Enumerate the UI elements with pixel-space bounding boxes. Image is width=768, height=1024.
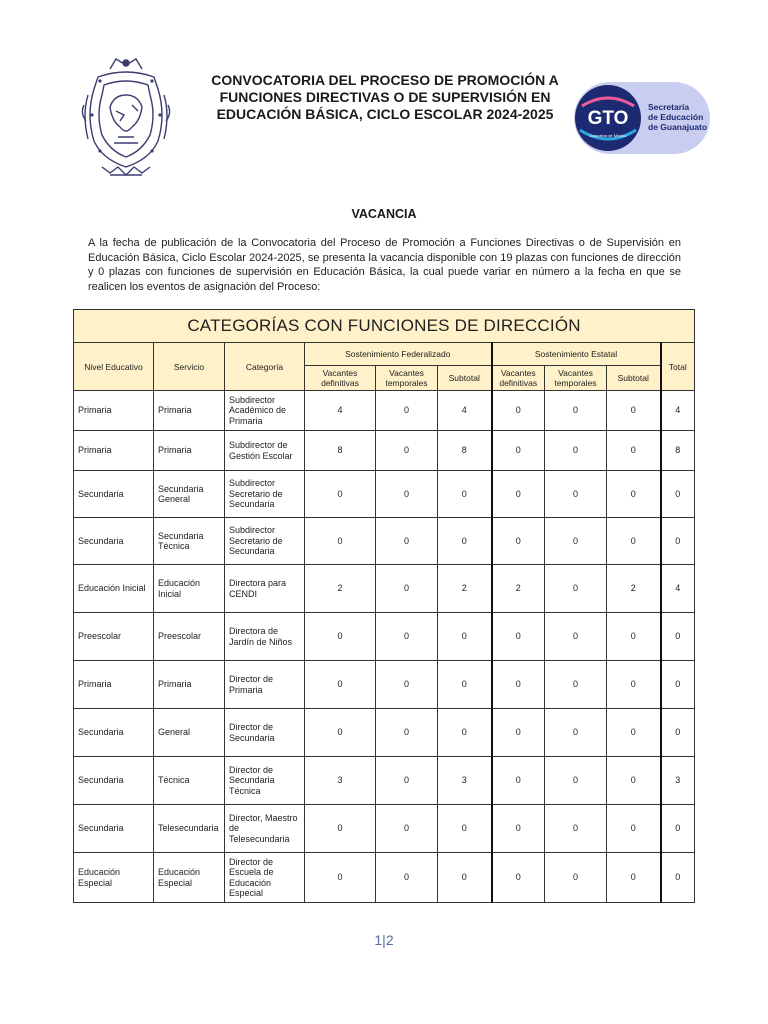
header-est-temporales: Vacantes temporales [545, 366, 607, 391]
cell-fed-subtotal: 3 [438, 757, 492, 805]
table-row [74, 661, 695, 709]
cell-fed-definitivas: 3 [305, 757, 376, 805]
cell-total: 4 [661, 391, 695, 431]
cell-servicio: Secundaria Técnica [154, 518, 225, 565]
cell-fed-definitivas: 0 [305, 709, 376, 757]
cell-fed-definitivas: 4 [305, 391, 376, 431]
cell-fed-temporales: 0 [376, 805, 438, 853]
cell-est-definitivas: 0 [492, 518, 545, 565]
cell-est-temporales: 0 [545, 471, 607, 518]
cell-nivel: Primaria [74, 661, 154, 709]
cell-categoria: Subdirector Académico de Primaria [225, 391, 305, 431]
cell-total: 0 [661, 661, 695, 709]
cell-fed-temporales: 0 [376, 757, 438, 805]
cell-est-definitivas: 2 [492, 565, 545, 613]
cell-est-subtotal: 0 [607, 853, 661, 903]
table-row [74, 709, 695, 757]
cell-fed-subtotal: 0 [438, 661, 492, 709]
cell-total: 4 [661, 565, 695, 613]
cell-est-temporales: 0 [545, 613, 607, 661]
cell-est-temporales: 0 [545, 853, 607, 903]
logo-gto-text: GTO [587, 108, 629, 129]
cell-fed-subtotal: 0 [438, 518, 492, 565]
cell-fed-subtotal: 8 [438, 431, 492, 471]
cell-fed-subtotal: 0 [438, 805, 492, 853]
logo-secretaria-line1: Secretaría [648, 102, 690, 112]
table-row [74, 757, 695, 805]
cell-est-temporales: 0 [545, 391, 607, 431]
cell-total: 0 [661, 518, 695, 565]
cell-total: 0 [661, 805, 695, 853]
cell-fed-subtotal: 4 [438, 391, 492, 431]
cell-est-temporales: 0 [545, 565, 607, 613]
cell-nivel: Secundaria [74, 709, 154, 757]
cell-nivel: Primaria [74, 391, 154, 431]
cell-fed-definitivas: 0 [305, 805, 376, 853]
cell-est-definitivas: 0 [492, 613, 545, 661]
cell-nivel: Primaria [74, 431, 154, 471]
cell-est-definitivas: 0 [492, 391, 545, 431]
cell-servicio: Secundaria General [154, 471, 225, 518]
cell-categoria: Directora de Jardín de Niños [225, 613, 305, 661]
header-federal: Sostenimiento Federalizado [305, 343, 492, 366]
cell-nivel: Secundaria [74, 471, 154, 518]
cell-servicio: General [154, 709, 225, 757]
cell-nivel: Secundaria [74, 805, 154, 853]
header-est-definitivas: Vacantes definitivas [492, 366, 545, 391]
table-title: CATEGORÍAS CON FUNCIONES DE DIRECCIÓN [74, 310, 695, 343]
cell-fed-definitivas: 0 [305, 471, 376, 518]
cell-total: 3 [661, 757, 695, 805]
gto-secretaria-logo [574, 82, 710, 154]
table-row [74, 431, 695, 471]
cell-categoria: Directora para CENDI [225, 565, 305, 613]
table-title-row [74, 310, 695, 343]
cell-est-subtotal: 2 [607, 565, 661, 613]
coat-of-arms-icon [80, 55, 172, 180]
table-row [74, 565, 695, 613]
cell-est-temporales: 0 [545, 805, 607, 853]
page-number: 1|2 [374, 932, 394, 948]
cell-est-temporales: 0 [545, 757, 607, 805]
cell-fed-temporales: 0 [376, 613, 438, 661]
cell-est-definitivas: 0 [492, 805, 545, 853]
cell-nivel: Educación Especial [74, 853, 154, 903]
cell-fed-definitivas: 0 [305, 613, 376, 661]
cell-fed-temporales: 0 [376, 391, 438, 431]
cell-total: 8 [661, 431, 695, 471]
cell-nivel: Secundaria [74, 757, 154, 805]
cell-categoria: Subdirector de Gestión Escolar [225, 431, 305, 471]
cell-est-temporales: 0 [545, 661, 607, 709]
table-row [74, 391, 695, 431]
cell-servicio: Primaria [154, 391, 225, 431]
cell-nivel: Educación Inicial [74, 565, 154, 613]
cell-fed-temporales: 0 [376, 565, 438, 613]
cell-total: 0 [661, 709, 695, 757]
cell-est-definitivas: 0 [492, 853, 545, 903]
intro-paragraph: A la fecha de publicación de la Convocatoria del Proceso de Promoción a Funciones Directivas o de Supervisión en Educación Básica, Ciclo Escolar 2024-2025, se presenta la vacancia disponible con 19 plazas con funciones de dirección y 0 plazas con funciones de supervisión en Educación Básica, la cual puede variar en número a la fecha en que se realicen los eventos de asignación del Proceso: [88, 237, 681, 293]
header-fed-definitivas: Vacantes definitivas [305, 366, 376, 391]
logo-secretaria-line2: de Educación [648, 112, 704, 122]
section-title: VACANCIA [351, 207, 417, 221]
cell-est-subtotal: 0 [607, 471, 661, 518]
cell-est-temporales: 0 [545, 431, 607, 471]
cell-est-definitivas: 0 [492, 709, 545, 757]
cell-categoria: Director de Escuela de Educación Especial [225, 853, 305, 903]
cell-servicio: Técnica [154, 757, 225, 805]
cell-est-subtotal: 0 [607, 757, 661, 805]
header-total: Total [661, 343, 695, 391]
cell-est-subtotal: 0 [607, 391, 661, 431]
header-fed-subtotal: Subtotal [438, 366, 492, 391]
cell-servicio: Educación Inicial [154, 565, 225, 613]
document-title: CONVOCATORIA DEL PROCESO DE PROMOCIÓN A FUNCIONES DIRECTIVAS O DE SUPERVISIÓN EN EDUCACIÓN BÁSICA, CICLO ESCOLAR 2024-2025 [211, 72, 559, 122]
cell-fed-definitivas: 0 [305, 518, 376, 565]
header-fed-temporales: Vacantes temporales [376, 366, 438, 391]
header-nivel: Nivel Educativo [74, 343, 154, 391]
cell-est-temporales: 0 [545, 518, 607, 565]
cell-est-definitivas: 0 [492, 661, 545, 709]
cell-total: 0 [661, 471, 695, 518]
cell-est-definitivas: 0 [492, 757, 545, 805]
cell-est-subtotal: 0 [607, 613, 661, 661]
cell-servicio: Primaria [154, 431, 225, 471]
cell-servicio: Primaria [154, 661, 225, 709]
cell-categoria: Director de Primaria [225, 661, 305, 709]
cell-categoria: Director de Secundaria Técnica [225, 757, 305, 805]
header-categoria: Categoría [225, 343, 305, 391]
table-row [74, 471, 695, 518]
cell-fed-temporales: 0 [376, 853, 438, 903]
header-servicio: Servicio [154, 343, 225, 391]
table-row [74, 613, 695, 661]
cell-total: 0 [661, 613, 695, 661]
table-row [74, 853, 695, 903]
cell-est-definitivas: 0 [492, 471, 545, 518]
cell-est-subtotal: 0 [607, 431, 661, 471]
table-header-row [74, 343, 695, 366]
header-est-subtotal: Subtotal [607, 366, 661, 391]
cell-total: 0 [661, 853, 695, 903]
header-estatal: Sostenimiento Estatal [492, 343, 661, 366]
cell-categoria: Director de Secundaria [225, 709, 305, 757]
cell-servicio: Telesecundaria [154, 805, 225, 853]
table-row [74, 518, 695, 565]
logo-gto-subtext: Grandeza de México [589, 133, 627, 138]
cell-fed-subtotal: 0 [438, 853, 492, 903]
cell-est-subtotal: 0 [607, 805, 661, 853]
cell-categoria: Subdirector Secretario de Secundaria [225, 471, 305, 518]
cell-fed-temporales: 0 [376, 709, 438, 757]
table-row [74, 805, 695, 853]
cell-fed-definitivas: 0 [305, 661, 376, 709]
cell-fed-temporales: 0 [376, 431, 438, 471]
cell-categoria: Director, Maestro de Telesecundaria [225, 805, 305, 853]
cell-categoria: Subdirector Secretario de Secundaria [225, 518, 305, 565]
cell-nivel: Secundaria [74, 518, 154, 565]
cell-fed-definitivas: 2 [305, 565, 376, 613]
cell-fed-subtotal: 0 [438, 709, 492, 757]
vacancy-table [73, 309, 695, 903]
page-header [0, 0, 768, 190]
cell-servicio: Preescolar [154, 613, 225, 661]
cell-est-subtotal: 0 [607, 709, 661, 757]
cell-est-subtotal: 0 [607, 661, 661, 709]
cell-fed-subtotal: 2 [438, 565, 492, 613]
cell-fed-definitivas: 8 [305, 431, 376, 471]
cell-fed-subtotal: 0 [438, 471, 492, 518]
cell-fed-temporales: 0 [376, 661, 438, 709]
cell-est-definitivas: 0 [492, 431, 545, 471]
cell-fed-subtotal: 0 [438, 613, 492, 661]
cell-fed-temporales: 0 [376, 471, 438, 518]
cell-fed-definitivas: 0 [305, 853, 376, 903]
cell-est-temporales: 0 [545, 709, 607, 757]
cell-nivel: Preescolar [74, 613, 154, 661]
logo-secretaria-line3: de Guanajuato [648, 122, 708, 132]
cell-fed-temporales: 0 [376, 518, 438, 565]
cell-servicio: Educación Especial [154, 853, 225, 903]
cell-est-subtotal: 0 [607, 518, 661, 565]
